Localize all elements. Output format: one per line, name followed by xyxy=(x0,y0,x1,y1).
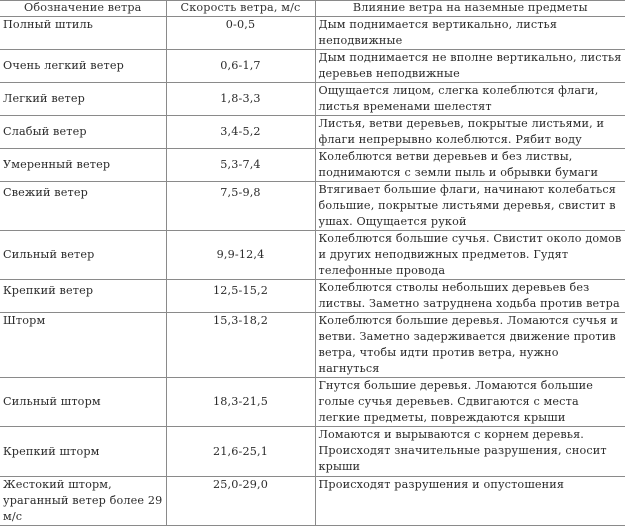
wind-speed-cell: 15,3-18,2 xyxy=(166,313,315,378)
wind-speed-cell: 7,5-9,8 xyxy=(166,182,315,231)
table-row xyxy=(0,378,625,427)
wind-effect-cell: Колеблются ветви деревьев и без листвы, поднимаются с земли пыль и обрывки бумаги xyxy=(315,149,625,182)
wind-effect-cell: Листья, ветви деревьев, покрытые листьями, и флаги непрерывно колеблются. Рябит воду xyxy=(315,116,625,149)
wind-speed-cell: 25,0-29,0 xyxy=(166,477,315,526)
wind-name-cell: Слабый ветер xyxy=(0,116,166,149)
wind-effect-cell: Колеблются стволы небольших деревьев без листвы. Заметно затруднена ходьба против ветра xyxy=(315,280,625,313)
wind-effect-cell: Ломаются и вырываются с корнем деревья. Происходят значительные разрушения, сносит крыши xyxy=(315,427,625,477)
wind-effect-cell: Колеблются большие сучья. Свистит около домов и других неподвижных предметов. Гудят телефонные провода xyxy=(315,231,625,280)
wind-effect-cell: Гнутся большие деревья. Ломаются большие голые сучья деревьев. Сдвигаются с места легкие предметы, повреждаются крыши xyxy=(315,378,625,427)
header-wind-name: Обозначение ветра xyxy=(0,1,166,17)
wind-effect-cell: Втягивает большие флаги, начинают колебаться большие, покрытые листьями деревья, свистит в ушах. Ощущается рукой xyxy=(315,182,625,231)
wind-speed-cell: 0-0,5 xyxy=(166,17,315,50)
table-row xyxy=(0,313,625,378)
table-row xyxy=(0,231,625,280)
wind-effect-cell: Колеблются большие деревья. Ломаются сучья и ветви. Заметно задерживается движение против ветра, чтобы идти против ветра, нужно нагнуться xyxy=(315,313,625,378)
wind-effect-cell: Дым поднимается вертикально, листья неподвижные xyxy=(315,17,625,50)
header-wind-effect: Влияние ветра на наземные предметы xyxy=(315,1,625,17)
wind-name-cell: Сильный ветер xyxy=(0,231,166,280)
table-row xyxy=(0,50,625,83)
wind-name-cell: Свежий ветер xyxy=(0,182,166,231)
table-row xyxy=(0,17,625,50)
table-row xyxy=(0,280,625,313)
wind-speed-cell: 12,5-15,2 xyxy=(166,280,315,313)
table-row xyxy=(0,83,625,116)
table-row xyxy=(0,116,625,149)
table-row xyxy=(0,182,625,231)
wind-speed-cell: 21,6-25,1 xyxy=(166,427,315,477)
wind-speed-cell: 1,8-3,3 xyxy=(166,83,315,116)
wind-effect-cell: Происходят разрушения и опустошения xyxy=(315,477,625,526)
wind-name-cell: Крепкий ветер xyxy=(0,280,166,313)
wind-name-cell: Легкий ветер xyxy=(0,83,166,116)
wind-speed-cell: 9,9-12,4 xyxy=(166,231,315,280)
wind-speed-cell: 0,6-1,7 xyxy=(166,50,315,83)
table-row xyxy=(0,477,625,526)
header-wind-speed: Скорость ветра, м/с xyxy=(166,1,315,17)
table-header-row xyxy=(0,1,625,17)
table-row xyxy=(0,427,625,477)
wind-speed-cell: 18,3-21,5 xyxy=(166,378,315,427)
wind-name-cell: Крепкий шторм xyxy=(0,427,166,477)
wind-name-cell: Полный штиль xyxy=(0,17,166,50)
table-row xyxy=(0,149,625,182)
wind-name-cell: Шторм xyxy=(0,313,166,378)
wind-name-cell: Умеренный ветер xyxy=(0,149,166,182)
wind-name-cell: Жестокий шторм, ураганный ветер более 29 м/с xyxy=(0,477,166,526)
wind-speed-cell: 3,4-5,2 xyxy=(166,116,315,149)
wind-effect-cell: Ощущается лицом, слегка колеблются флаги, листья временами шелестят xyxy=(315,83,625,116)
wind-effect-cell: Дым поднимается не вполне вертикально, листья деревьев неподвижные xyxy=(315,50,625,83)
wind-speed-cell: 5,3-7,4 xyxy=(166,149,315,182)
wind-name-cell: Сильный шторм xyxy=(0,378,166,427)
wind-name-cell: Очень легкий ветер xyxy=(0,50,166,83)
